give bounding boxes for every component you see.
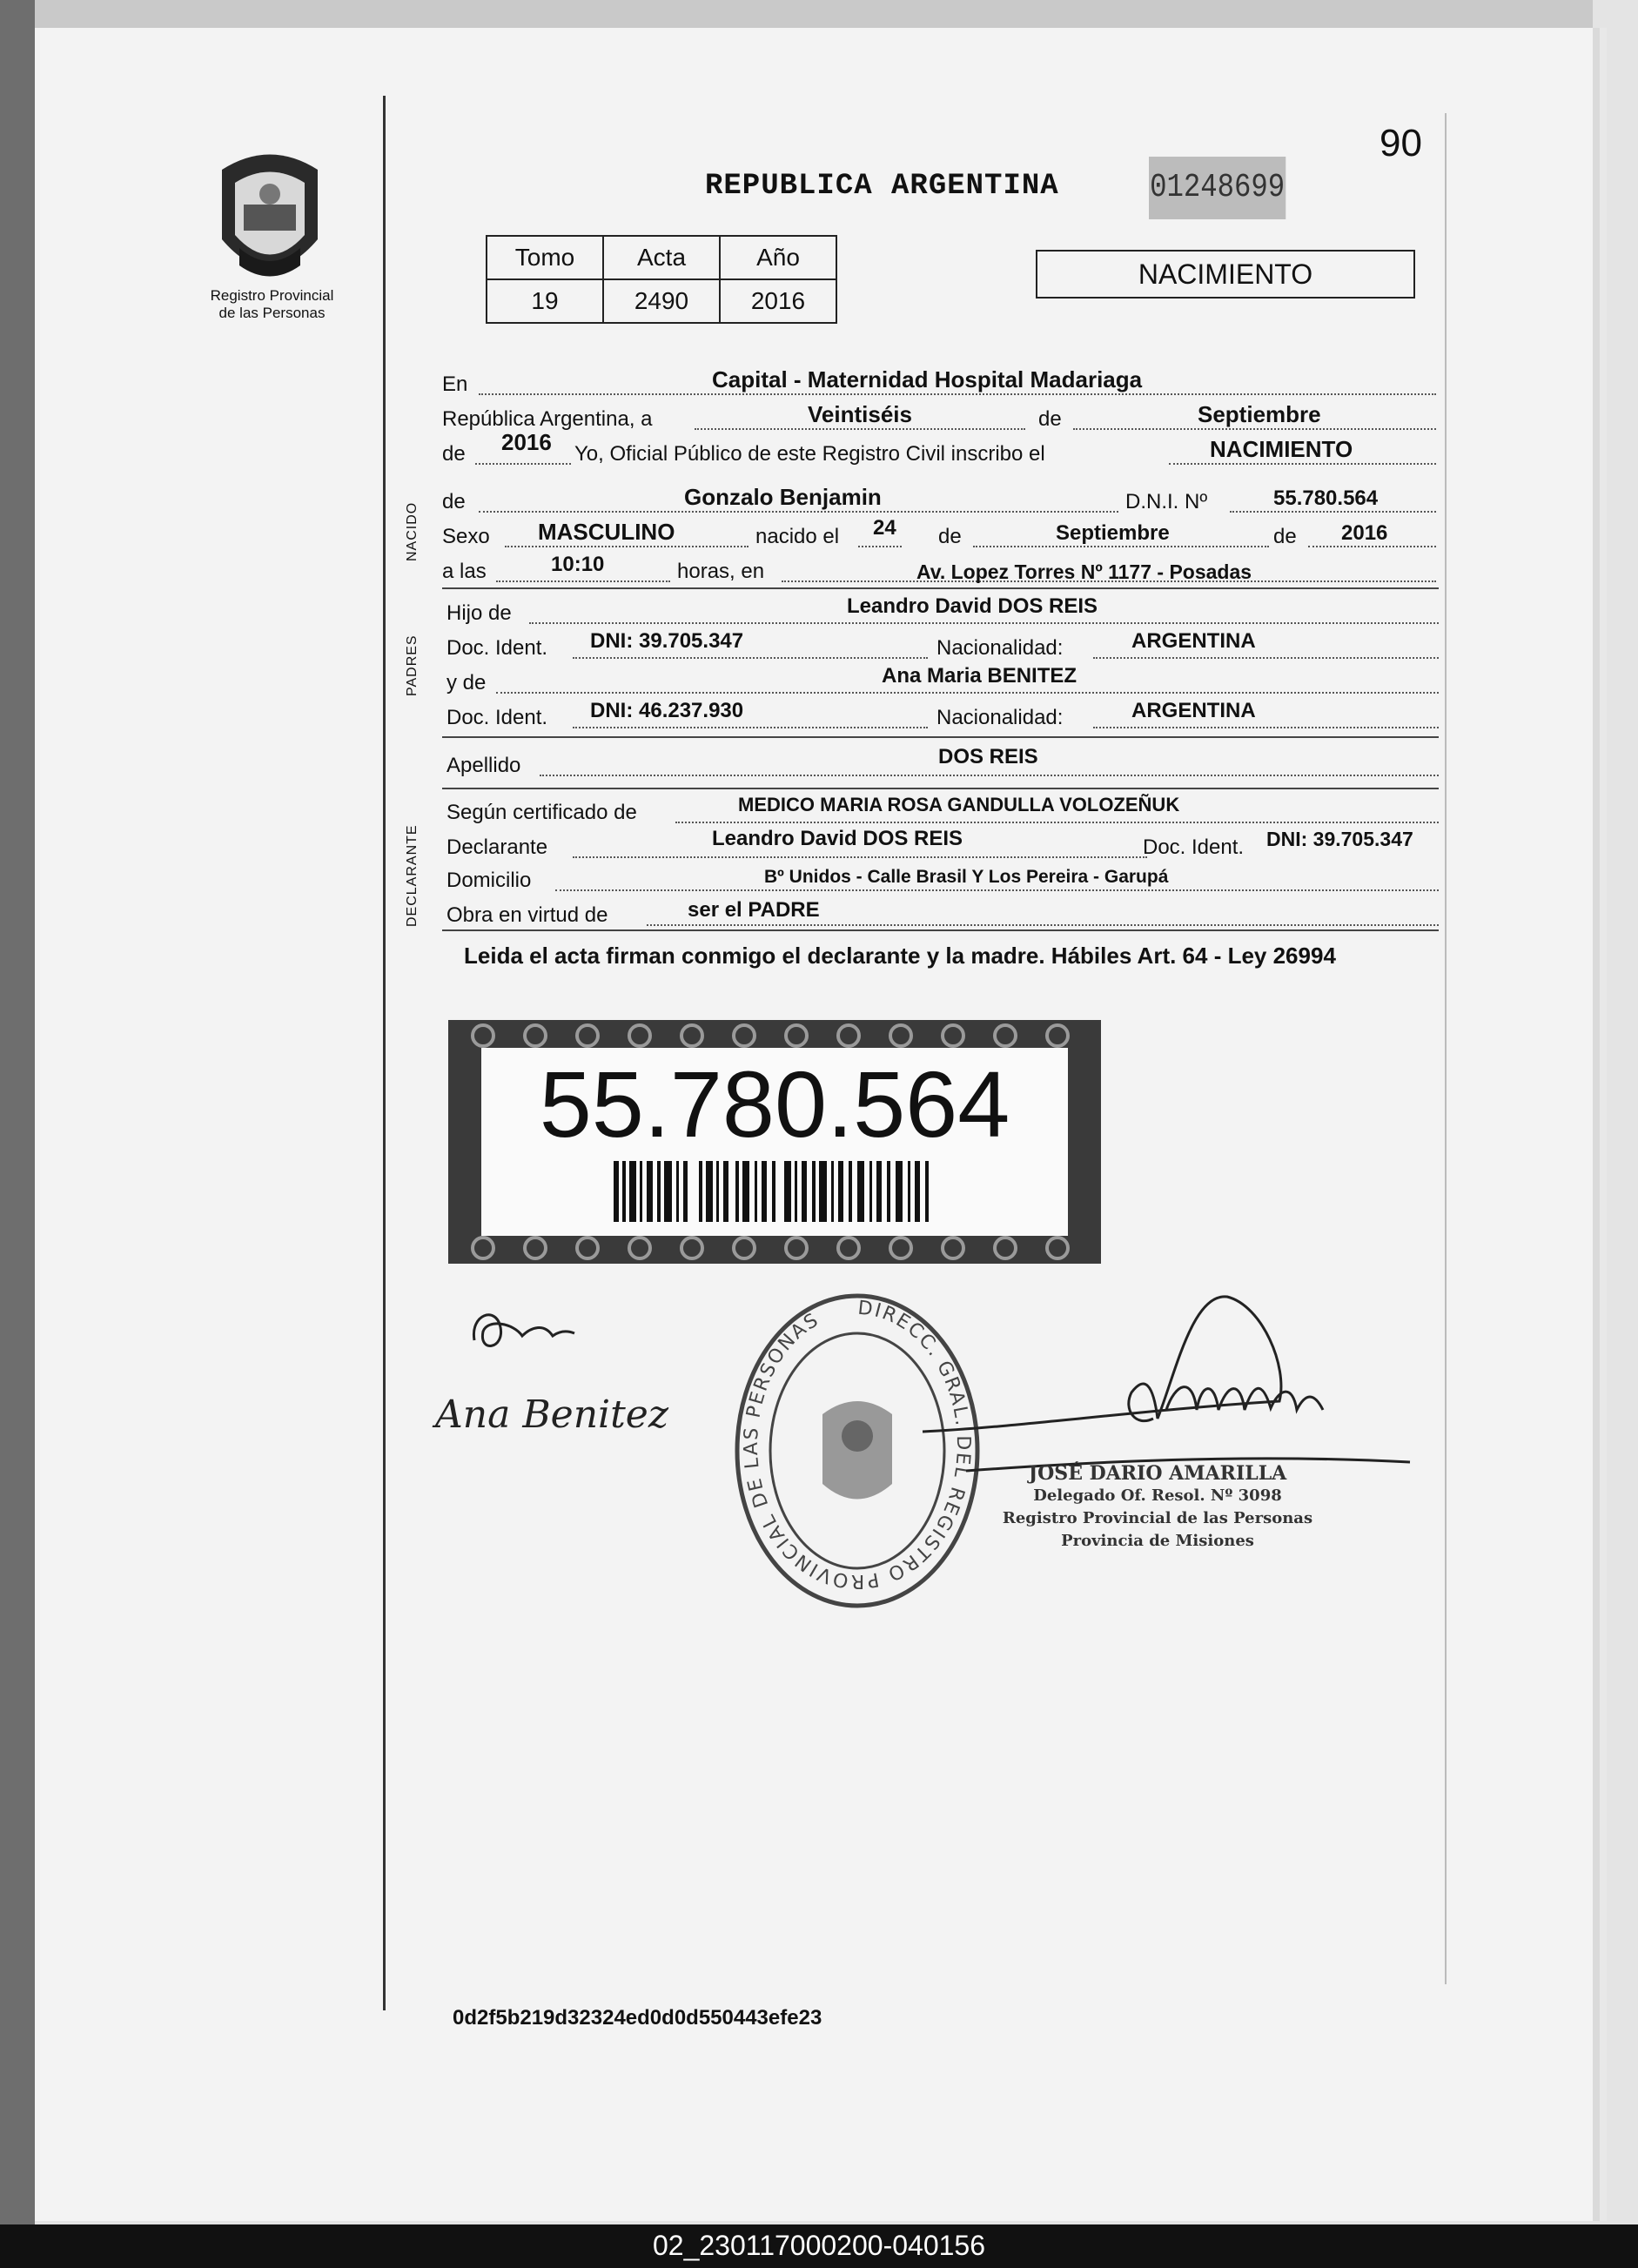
child-dni-value: 55.780.564	[1273, 486, 1379, 510]
declarante-doc-label: Doc. Ident.	[1143, 835, 1245, 859]
padres-side-label: PADRES	[405, 634, 420, 696]
row-domicilio	[442, 862, 1439, 896]
dotted-line	[1093, 726, 1439, 728]
row-nacido-name	[442, 483, 1439, 518]
declarante-label: Declarante	[446, 835, 548, 859]
year-value: 2016	[501, 429, 552, 455]
obra-label: Obra en virtud de	[446, 903, 608, 927]
mother-nat-value: ARGENTINA	[1131, 699, 1256, 722]
document-hash: 0d2f5b219d32324ed0d0d550443efe23	[453, 2006, 822, 2030]
row-obra	[442, 896, 1439, 931]
serial-number: 01248699	[1149, 157, 1286, 219]
horas-label: horas, en	[677, 560, 765, 583]
dotted-line	[496, 691, 1439, 694]
father-nat-value: ARGENTINA	[1131, 629, 1256, 653]
dotted-line	[496, 580, 670, 582]
record-type-box: NACIMIENTO	[1036, 250, 1415, 299]
cert-label: Según certificado de	[446, 801, 637, 824]
hijo-label: Hijo de	[446, 601, 512, 625]
mother-doc-value: DNI: 46.237.930	[590, 699, 744, 722]
document-title: REPUBLICA ARGENTINA	[705, 170, 1059, 203]
ano-header: Año	[720, 236, 836, 279]
inscribe-text: Yo, Oficial Público de este Registro Civil inscribo el	[574, 442, 1045, 466]
day-words-value: Veintiséis	[808, 401, 912, 427]
month-value: Septiembre	[1198, 401, 1321, 427]
logo-caption-line-1: Registro Provincial	[210, 287, 334, 304]
dotted-line	[529, 621, 1439, 624]
register-value-row	[487, 279, 836, 323]
barcode-inner-panel	[481, 1048, 1068, 1236]
tomo-header: Tomo	[487, 236, 603, 279]
row-year	[442, 429, 1439, 470]
logo-caption-line-2: de las Personas	[218, 305, 326, 321]
scan-footer-id: 02_230117000200-040156	[652, 2230, 985, 2261]
declarante-side-label: DECLARANTE	[405, 824, 420, 927]
row-republica	[442, 400, 1439, 435]
dotted-line	[1093, 656, 1439, 659]
barcode-bars	[614, 1161, 936, 1222]
sexo-label: Sexo	[442, 525, 490, 548]
row-hijo	[442, 594, 1439, 629]
dotted-line	[647, 923, 1439, 926]
dotted-line	[475, 462, 571, 465]
ano-value: 2016	[720, 279, 836, 323]
birth-time-value: 10:10	[551, 553, 605, 576]
section-divider	[442, 736, 1439, 738]
right-margin-line	[1445, 113, 1447, 1984]
official-name: JOSÉ DARIO AMARILLA	[1028, 1462, 1287, 1485]
obra-value: ser el PADRE	[688, 898, 820, 922]
de-label: de	[1038, 407, 1062, 431]
en-label: En	[442, 372, 468, 396]
dni-label: D.N.I. Nº	[1125, 490, 1208, 513]
mother-signature: Ana Benitez	[435, 1392, 669, 1437]
acta-value: 2490	[603, 279, 720, 323]
closing-note: Leida el acta firman conmigo el declarante y la madre. Hábiles Art. 64 - Ley 26994	[464, 943, 1336, 969]
mother-name-value: Ana Maria BENITEZ	[882, 664, 1077, 688]
domicilio-value: Bº Unidos - Calle Brasil Y Los Pereira - Garupá	[764, 867, 1169, 887]
official-signature	[914, 1279, 1419, 1488]
de-name-label: de	[442, 490, 466, 513]
mother-doc-label: Doc. Ident.	[446, 706, 548, 729]
apellido-value: DOS REIS	[938, 745, 1038, 768]
sexo-value: MASCULINO	[538, 519, 675, 545]
register-header-row	[487, 236, 836, 279]
row-yde	[442, 664, 1439, 699]
nacido-el-label: nacido el	[755, 525, 840, 548]
de-label-b: de	[1273, 525, 1297, 548]
dotted-line	[573, 856, 1147, 858]
domicilio-label: Domicilio	[446, 869, 532, 892]
row-declarante	[442, 829, 1439, 863]
yde-label: y de	[446, 671, 487, 694]
margin-line	[383, 96, 386, 2010]
official-role: Delegado Of. Resol. Nº 3098	[1033, 1486, 1282, 1505]
dotted-line	[858, 545, 902, 547]
row-mother-doc	[442, 699, 1439, 734]
birth-day-value: 24	[873, 516, 896, 540]
nacido-side-label: NACIDO	[405, 501, 420, 561]
logo-caption	[174, 287, 370, 322]
de-label-a: de	[938, 525, 962, 548]
row-nacido-hora	[442, 553, 1439, 587]
inscribe-value: NACIMIENTO	[1210, 436, 1353, 462]
declarante-value: Leandro David DOS REIS	[712, 827, 963, 850]
birth-year-value: 2016	[1341, 521, 1388, 545]
republica-label: República Argentina, a	[442, 407, 653, 431]
row-apellido	[442, 747, 1439, 782]
birth-month-value: Septiembre	[1056, 521, 1170, 545]
father-name-value: Leandro David DOS REIS	[847, 594, 1098, 618]
dotted-line	[675, 821, 1439, 823]
en-value: Capital - Maternidad Hospital Madariaga	[712, 366, 1143, 393]
child-name-value: Gonzalo Benjamin	[684, 484, 882, 510]
page-number: 90	[1380, 122, 1422, 164]
father-doc-label: Doc. Ident.	[446, 636, 548, 660]
row-en	[442, 366, 1439, 400]
row-nacido-sexo	[442, 518, 1439, 553]
father-nat-label: Nacionalidad:	[936, 636, 1064, 660]
mother-nat-label: Nacionalidad:	[936, 706, 1064, 729]
paper-stack-top	[35, 0, 1593, 28]
father-doc-value: DNI: 39.705.347	[590, 629, 744, 653]
barcode-label	[448, 1020, 1101, 1264]
dotted-line	[573, 726, 928, 728]
barcode-number: 55.780.564	[539, 1051, 1010, 1157]
row-certificado	[442, 794, 1439, 829]
scan-edge	[0, 0, 35, 2268]
dotted-line	[573, 656, 928, 659]
declarant-signature	[461, 1288, 601, 1366]
de-year-label: de	[442, 442, 466, 466]
apellido-label: Apellido	[446, 754, 521, 777]
tomo-value: 19	[487, 279, 603, 323]
dotted-line	[555, 889, 1439, 891]
birth-place-value: Av. Lopez Torres Nº 1177 - Posadas	[916, 560, 1252, 583]
cert-value: MEDICO MARIA ROSA GANDULLA VOLOZEÑUK	[738, 794, 1180, 815]
province-seal-logo	[205, 144, 335, 292]
declarante-doc-value: DNI: 39.705.347	[1266, 828, 1413, 850]
official-province: Provincia de Misiones	[1061, 1532, 1254, 1550]
dotted-line	[540, 774, 1439, 776]
register-table	[486, 235, 837, 324]
section-divider	[442, 587, 1439, 589]
alas-label: a las	[442, 560, 487, 583]
official-org: Registro Provincial de las Personas	[1002, 1509, 1313, 1527]
section-divider	[442, 788, 1439, 789]
acta-header: Acta	[603, 236, 720, 279]
row-father-doc	[442, 629, 1439, 664]
official-block	[975, 1462, 1340, 1553]
section-divider	[442, 929, 1439, 931]
stamp-ring-text: DIRECC. GRAL. DEL REGISTRO PROVINCIAL DE LAS PERSONAS	[740, 1297, 974, 1593]
